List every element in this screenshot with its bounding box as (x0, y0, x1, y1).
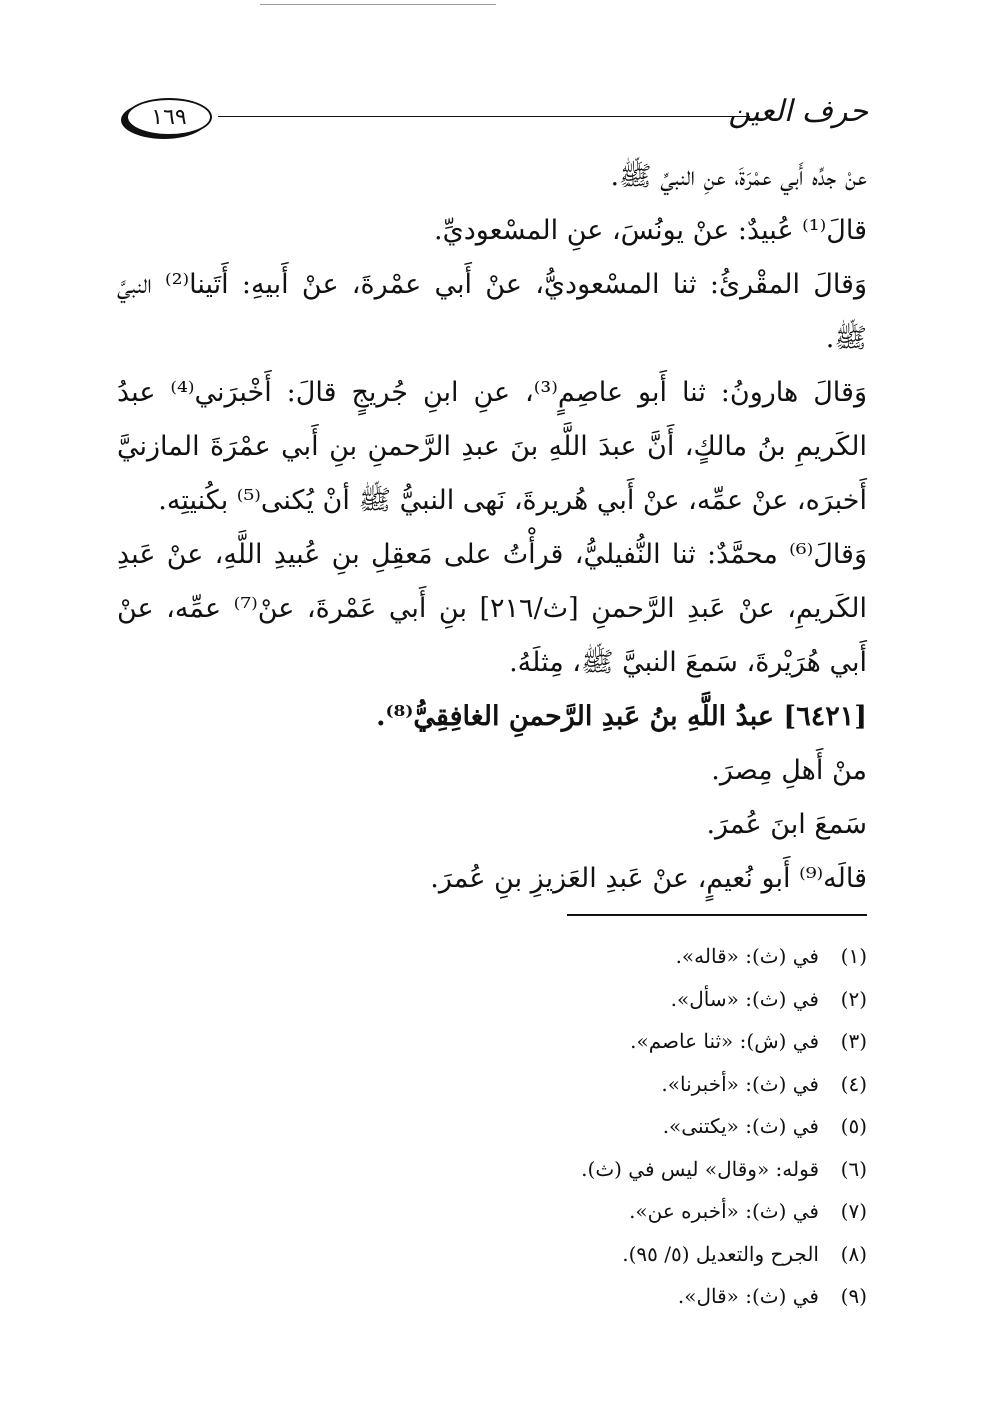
footnote-number: (٤) (840, 1071, 867, 1096)
paragraph-1: عنْ جدِّه أَبي عمْرَةَ، عنِ النبيِّ ﷺ. (610, 161, 867, 192)
paragraph-8: سَمعَ ابنَ عُمرَ. (706, 809, 867, 840)
footnote-text: في (ث): «أخبره عن». (629, 1199, 819, 1223)
footnote-text: في (ث): «أخبرنا». (661, 1071, 819, 1096)
footnote-number: (٦) (840, 1156, 867, 1181)
footnote-number: (٥) (840, 1114, 867, 1138)
footnote (117, 1233, 867, 1276)
footnote-text: في (ث): «يكتنى». (662, 1114, 819, 1138)
top-edge-rule (260, 4, 496, 5)
footnote-text: الجرح والتعديل (٥/ ٩٥). (622, 1241, 819, 1266)
paragraph-5: وَقالَ⁽⁶⁾ محمَّدٌ: ثنا النُّفيليُّ، قرأْتُ على مَعقِلِ بنِ عُبيدِ اللَّهِ، عنْ عَبدِ الكَريمِ، عنْ عَبدِ الرَّحمنِ [ث/٢١٦] بنِ أَبي عَمْرةَ، عنْ⁽⁷⁾ عمِّه، عنْ أَبي هُرَيْرةَ، سَمعَ النبيَّ ﷺ، مِثلَهُ. (117, 539, 867, 678)
footnotes (117, 935, 867, 1318)
footnote-number: (١) (840, 944, 867, 968)
main-text (117, 150, 867, 906)
footnote-number: (٩) (840, 1284, 867, 1308)
footnote-number: (٣) (840, 1029, 867, 1053)
footnote (117, 935, 867, 978)
footnote-divider (567, 914, 867, 916)
footnote-text: في (ث): «قاله». (675, 944, 819, 968)
footnote-number: (٨) (840, 1241, 867, 1266)
paragraph-9: قالَه⁽⁹⁾ أَبو نُعيمٍ، عنْ عَبدِ العَزيزِ بنِ عُمرَ. (430, 863, 867, 894)
paragraph-7: منْ أَهلِ مِصرَ. (711, 755, 867, 786)
footnote (117, 1275, 867, 1318)
footnote (117, 978, 867, 1021)
footnote-number: (٢) (840, 986, 867, 1011)
footnote (117, 1148, 867, 1191)
paragraph-3: وَقالَ المقْرئُ: ثنا المسْعوديُّ، عنْ أَبي عمْرةَ، عنْ أَبيهِ: أَتَينا⁽²⁾ النبيَّ ﷺ. (117, 269, 867, 354)
footnote-text: في (ث): «سأل». (670, 986, 819, 1011)
paragraph-4: وَقالَ هارونُ: ثنا أَبو عاصِمٍ⁽³⁾، عنِ ابنِ جُريجٍ قالَ: أَخْبرَني⁽⁴⁾ عبدُ الكَريمِ بنُ مالكٍ، أَنَّ عبدَ اللَّهِ بنَ عبدِ الرَّحمنِ بنِ أَبي عمْرَةَ المازنيَّ أَخبرَه، عنْ عمِّه، عنْ أَبي هُريرةَ، نَهى النبيُّ ﷺ أنْ يُكنى⁽⁵⁾ بكُنيتِه. (117, 377, 867, 516)
footnote (117, 1105, 867, 1148)
entry-heading: [٦٤٢١] عبدُ اللَّهِ بنُ عَبدِ الرَّحمنِ الغافِقِيُّ⁽⁸⁾. (376, 701, 867, 732)
chapter-title: حرف العين (728, 94, 868, 129)
footnote (117, 1190, 867, 1233)
footnote-text: في (ث): «قال». (677, 1284, 819, 1308)
footnote (117, 1063, 867, 1106)
header-rule (218, 116, 750, 117)
footnote-number: (٧) (840, 1199, 867, 1223)
footnote-text: قوله: «وقال» ليس في (ث). (581, 1156, 819, 1181)
page-header (118, 92, 868, 140)
paragraph-2: قالَ⁽¹⁾ عُبيدٌ: عنْ يونُسَ، عنِ المسْعوديِّ. (433, 215, 867, 246)
footnote (117, 1020, 867, 1063)
footnote-text: في (ش): «ثنا عاصم». (630, 1029, 819, 1053)
page-number: ١٦٩ (126, 98, 212, 136)
